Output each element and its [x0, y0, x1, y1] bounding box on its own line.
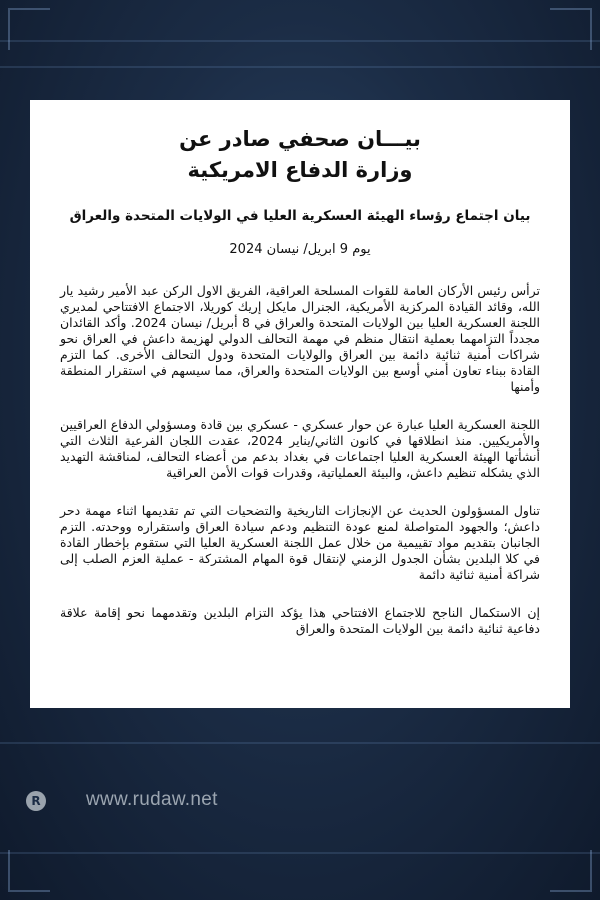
paragraph-3: تناول المسؤولون الحديث عن الإنجازات التاريخية والتضحيات التي تم تقديمها اثناء مهمة دحر داعش؛ والجهود المتواصلة لمنع عودة التنظيم ودعم سيادة العراق واستقراره ووحدته. التزم الجانبان بتقديم مواد تقييمية من خلال عمل اللجنة العسكرية العليا التي ستقوم بإخطار القادة في كلا البلدين بشأن الجدول الزمني لإنتقال قوة المهام المشتركة - عملية العزم الصلب إلى شراكة أمنية ثنائية دائمة — [60, 503, 540, 582]
background-stripe — [0, 66, 600, 68]
corner-bracket — [8, 850, 50, 892]
site-url: www.rudaw.net — [86, 789, 218, 810]
document-subject: بيان اجتماع رؤساء الهيئة العسكرية العليا في الولايات المتحدة والعراق — [69, 208, 531, 224]
corner-bracket — [8, 8, 50, 50]
paragraph-2: اللجنة العسكرية العليا عبارة عن حوار عسكري - عسكري بين قادة ومسؤولي الدفاع العراقيين والأمريكيين. منذ انطلاقها في كانون الثاني/يناير 2024، عقدت اللجان الفرعية الثلاث التي أنشأتها الهيئة العسكرية العليا اجتماعات في بغداد بدعم من أعضاء التحالف، لمناقشة التهديد الذي يشكله تنظيم داعش، والبيئة العملياتية، وقدرات قوات الأمن العراقية — [60, 417, 540, 480]
paragraph-1: ترأس رئيس الأركان العامة للقوات المسلحة العراقية، الفريق الاول الركن عبد الأمير رشيد يار الله، وقائد القيادة المركزية الأمريكية، الجنرال مايكل إريك كوريلا، الاجتماع الافتتاحي لمديري اللجنة العسكرية العليا بين الولايات المتحدة والعراق في 8 أبريل/ نيسان 2024. وأكد القائدان مجدداً التزامهما بعملية انتقال منظم في مهمة التحالف الدولي لهزيمة داعش في العراق نحو شراكات أمنية ثنائية دائمة بين العراق والولايات المتحدة ودول التحالف الأخرى. كما التزم القادة ببناء تعاون أمني أوسع بين الولايات المتحدة والعراق، مما سيسهم في استقرار المنطقة وأمنها — [60, 283, 540, 394]
background-stripe — [0, 40, 600, 42]
watermark-footer — [0, 782, 600, 822]
corner-bracket — [550, 850, 592, 892]
background-stripe — [0, 852, 600, 854]
title-line-2: وزارة الدفاع الامريكية — [187, 158, 413, 182]
title-line-1: بيـــان صحفي صادر عن — [179, 127, 421, 151]
press-release-document — [30, 100, 570, 708]
rudaw-logo-icon: R — [26, 791, 46, 811]
document-date: يوم 9 ابريل/ نيسان 2024 — [229, 242, 371, 257]
document-title — [60, 124, 540, 186]
paragraph-4: إن الاستكمال الناجح للاجتماع الافتتاحي هذا يؤكد التزام البلدين وتقدمهما نحو إقامة علاقة دفاعية ثنائية دائمة بين الولايات المتحدة والعراق — [60, 605, 540, 636]
background-stripe — [0, 742, 600, 744]
corner-bracket — [550, 8, 592, 50]
